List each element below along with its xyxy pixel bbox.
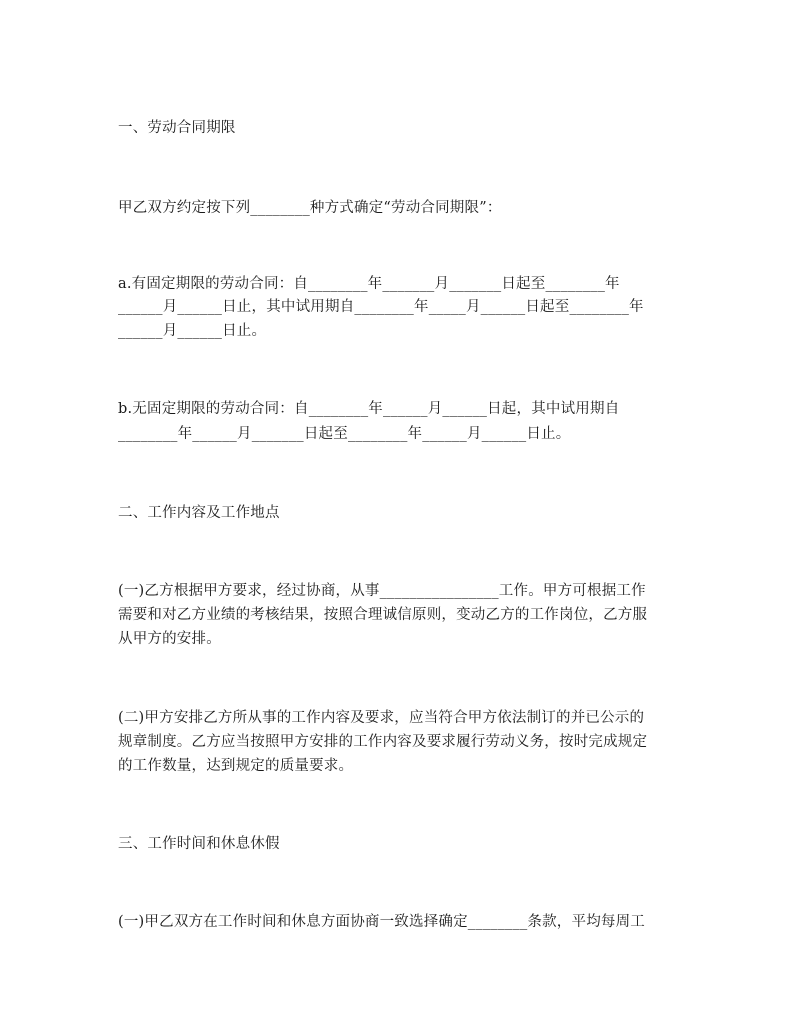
section-3-heading: 三、工作时间和休息休假: [118, 836, 280, 852]
open-term-line-1: b.无固定期限的劳动合同：自________年______月______日起，其中试用期自: [118, 401, 620, 417]
section-2-heading: 二、工作内容及工作地点: [118, 505, 280, 521]
fixed-term-line-3: ______月______日止。: [118, 323, 267, 339]
work-content-line-1: (一)乙方根据甲方要求，经过协商，从事________________工作。甲方可根据工作: [118, 583, 646, 599]
work-requirements-line-3: 的工作数量，达到规定的质量要求。: [118, 758, 354, 774]
work-hours-line-1: (一)甲乙双方在工作时间和休息方面协商一致选择确定________条款，平均每周工: [118, 914, 646, 930]
work-content-line-3: 从甲方的安排。: [118, 631, 221, 647]
fixed-term-line-2: ______月______日止，其中试用期自________年_____月______日起至________年: [118, 299, 644, 315]
work-requirements-line-1: (二)甲方安排乙方所从事的工作内容及要求，应当符合甲方依法制订的并已公示的: [118, 710, 645, 726]
open-term-line-2: ________年______月_______日起至________年______月______日止。: [118, 426, 571, 442]
fixed-term-line-1: a.有固定期限的劳动合同：自________年_______月_______日起至________年: [118, 276, 620, 292]
work-content-line-2: 需要和对乙方业绩的考核结果，按照合理诚信原则，变动乙方的工作岗位，乙方服: [118, 607, 648, 623]
work-requirements-line-2: 规章制度。乙方应当按照甲方安排的工作内容及要求履行劳动义务，按时完成规定: [118, 734, 648, 750]
term-method-paragraph: 甲乙双方约定按下列________种方式确定“劳动合同期限”：: [118, 200, 502, 216]
section-1-heading: 一、劳动合同期限: [118, 120, 236, 136]
